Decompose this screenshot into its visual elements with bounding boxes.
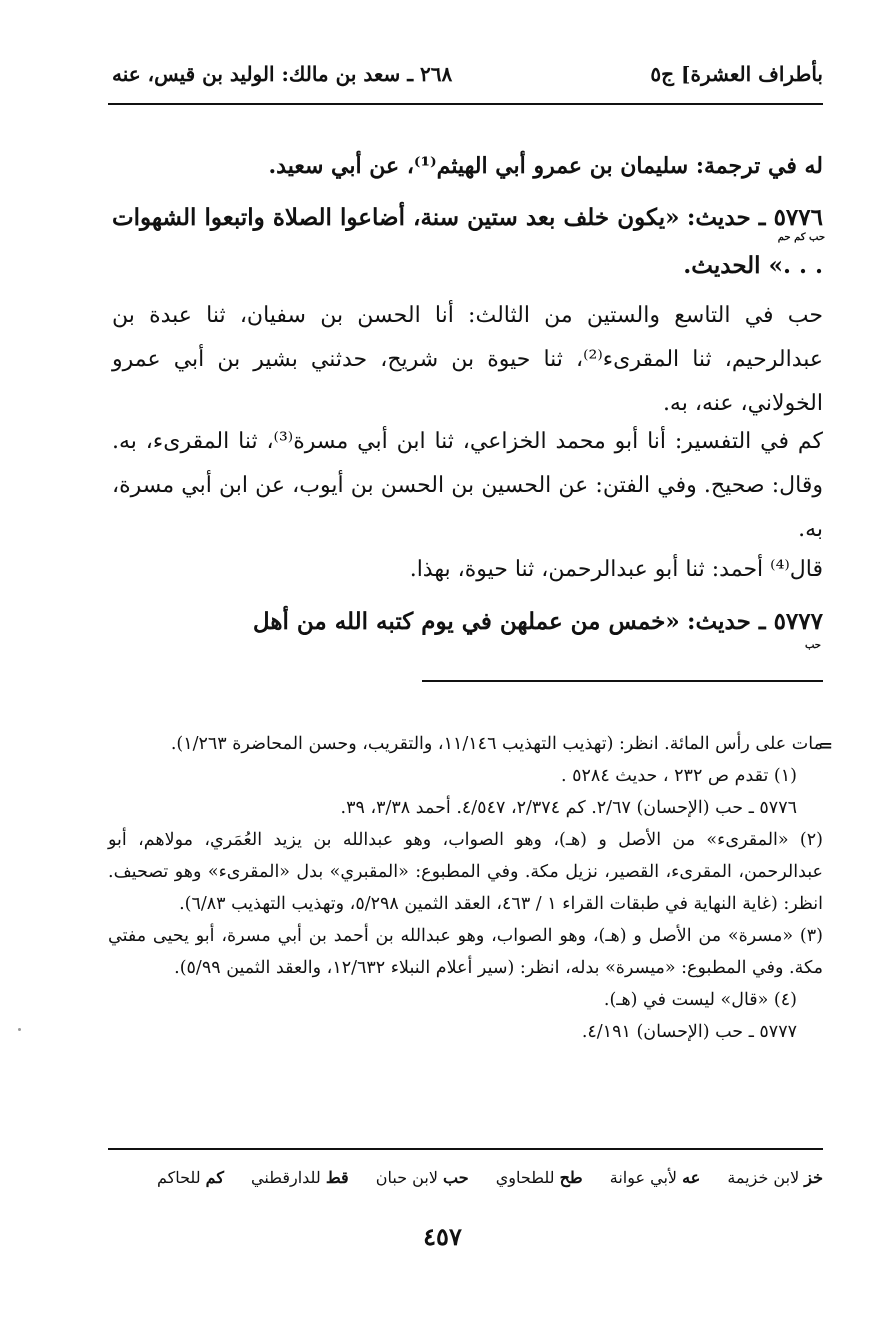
hadith-5776-source-note: حب كم حم: [777, 232, 825, 243]
footnote-1: (١) تقدم ص ٢٣٢ ، حديث ٥٢٨٤ .: [560, 766, 797, 786]
hadith-5776-text: «يكون خلف بعد ستين سنة، أضاعوا الصلاة واتبعوا الشهوات . . .» الحديث.: [112, 204, 823, 279]
footnote-4: (٤) «قال» ليست في (هـ).: [603, 990, 797, 1010]
abbreviations-rule: [108, 1148, 823, 1150]
paragraph-ahmad: [112, 548, 823, 592]
hadith-5776-number: ٥٧٧٦ ـ حديث:: [686, 204, 823, 231]
footnote-3: (٣) «مسرة» من الأصل و (هـ)، وهو الصواب، وهو عبدالله بن أحمد بن أبي مسرة، أبو يحيى مفتي مكة. وفي المطبوع: «ميسرة» بدله، انظر: (سير أعلام النبلاء ١٢/٦٣٢، والعقد الثمين ٥/٩٩).: [108, 926, 823, 978]
header-rule: [108, 103, 823, 105]
paragraph-intro: [112, 144, 823, 188]
source-5777: ٥٧٧٧ ـ حب (الإحسان) ٤/١٩١.: [581, 1022, 797, 1042]
abbr-desc: لابن خزيمة: [727, 1168, 800, 1187]
scan-speck: [18, 1028, 21, 1031]
page-number: ٤٥٧: [423, 1222, 462, 1251]
abbr-item: [727, 1168, 823, 1187]
abbr-item: [376, 1168, 469, 1187]
footnote-separator: [422, 680, 823, 682]
abbr-item: [496, 1168, 583, 1187]
hadith-5777-source-note: حب: [804, 640, 821, 651]
hadith-5776-heading: [112, 194, 823, 290]
abbr-item: [610, 1168, 701, 1187]
running-header: [112, 58, 823, 94]
hadith-5777-number: ٥٧٧٧ ـ حديث:: [687, 608, 823, 635]
paragraph-hakim-text: كم في التفسير: أنا أبو محمد الخزاعي، ثنا ابن أبي مسرة⁽³⁾، ثنا المقرىء، به. وقال: صحيح. وفي الفتن: عن الحسين بن الحسن بن أيوب، عن ابن أبي مسرة، به.: [112, 429, 824, 542]
abbr-item: [157, 1168, 224, 1187]
abbr-code: حب: [443, 1168, 469, 1187]
paragraph-intro-text: له في ترجمة: سليمان بن عمرو أبي الهيثم⁽¹⁾، عن أبي سعيد.: [268, 153, 823, 179]
abbr-code: عه: [682, 1168, 701, 1187]
paragraph-hibban-text: حب في التاسع والستين من الثالث: أنا الحسن بن سفيان، ثنا عبدة بن عبدالرحيم، ثنا المقرىء⁽²⁾، ثنا حيوة بن شريح، حدثني بشير بن أبي عمرو الخولاني، عنه، به.: [112, 303, 824, 416]
hadith-5777-heading: [112, 598, 823, 646]
abbr-code: قط: [325, 1168, 349, 1187]
paragraph-hakim: [112, 420, 823, 552]
footnote-continued: مات على رأس المائة. انظر: (تهذيب التهذيب ١١/١٤٦، والتقريب، وحسن المحاضرة ١/٢٦٣).: [170, 734, 823, 754]
abbr-code: خز: [804, 1168, 823, 1187]
continuation-marker: =: [818, 736, 833, 756]
abbr-code: طح: [559, 1168, 583, 1187]
abbr-desc: للطحاوي: [495, 1168, 555, 1187]
header-book-title: بأطراف العشرة] ج٥: [650, 62, 823, 86]
paragraph-ahmad-text: قال⁽⁴⁾ أحمد: ثنا أبو عبدالرحمن، ثنا حيوة، بهذا.: [409, 557, 823, 582]
abbreviations-legend: [108, 1168, 823, 1196]
abbr-code: كم: [205, 1168, 224, 1187]
abbr-item: [251, 1168, 349, 1187]
abbr-desc: للحاكم: [156, 1168, 201, 1187]
footnotes: [108, 728, 823, 1048]
header-chapter-title: ٢٦٨ ـ سعد بن مالك: الوليد بن قيس، عنه: [112, 62, 453, 86]
paragraph-hibban: [112, 294, 823, 426]
abbr-desc: لأبي عوانة: [609, 1168, 678, 1187]
abbr-desc: للدارقطني: [251, 1168, 321, 1187]
footnote-2: (٢) «المقرىء» من الأصل و (هـ)، وهو الصواب، وهو عبدالله بن يزيد العُمَري، مولاهم، أبو عبدالرحمن، المقرىء، القصير، نزيل مكة. وفي المطبوع: «المقبري» بدل «المقرىء» وهو تصحيف. انظر: (غاية النهاية في طبقات القراء ١ / ٤٦٣، العقد الثمين ٥/٢٩٨، وتهذيب التهذيب ٦/٨٣).: [108, 830, 823, 914]
source-5776: ٥٧٧٦ ـ حب (الإحسان) ٢/٦٧. كم ٢/٣٧٤، ٤/٥٤٧. أحمد ٣/٣٨، ٣٩.: [340, 798, 797, 818]
abbr-desc: لابن حبان: [375, 1168, 438, 1187]
hadith-5777-text: «خمس من عملهن في يوم كتبه الله من أهل: [252, 608, 680, 635]
